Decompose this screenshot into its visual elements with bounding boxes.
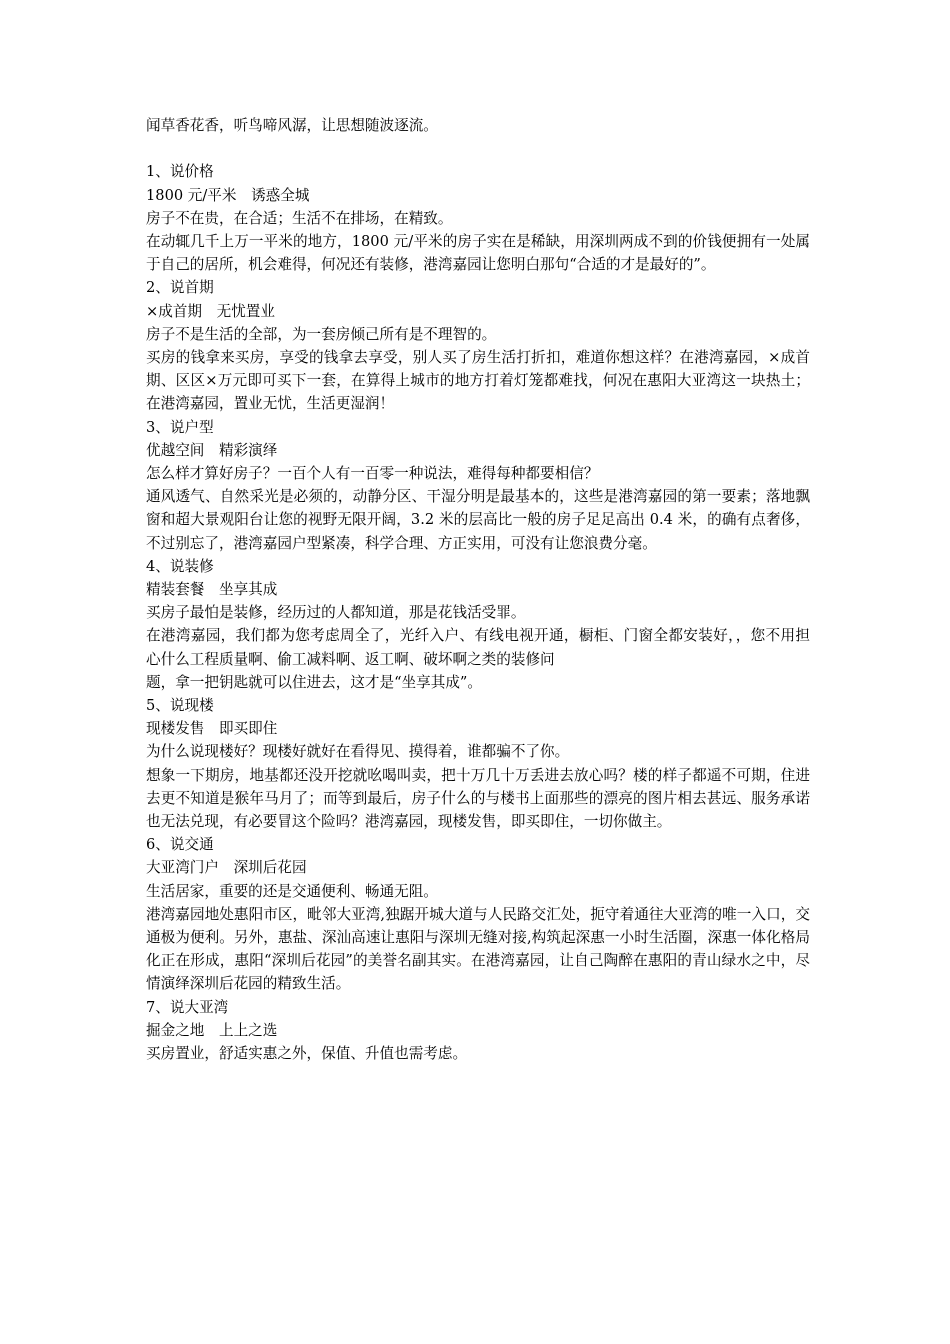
section-paragraph: 想象一下期房，地基都还没开挖就吆喝叫卖，把十万几十万丢进去放心吗？楼的样子都遥不可期，住进去更不知道是猴年马月了；而等到最后，房子什么的与楼书上面那些的漂亮的图片相去甚远、服务承诺也无法兑现，有必要冒这个险吗？港湾嘉园，现楼发售，即买即住，一切你做主。 — [146, 766, 810, 831]
section-heading: 4、说装修 — [146, 557, 214, 575]
section-heading: 7、说大亚湾 — [146, 998, 229, 1016]
section-floor-plan — [146, 416, 810, 555]
blank-line — [146, 137, 810, 160]
section-paragraph: 买房的钱拿来买房，享受的钱拿去享受，别人买了房生活打折扣，难道你想这样？在港湾嘉园，×成首期、区区×万元即可买下一套，在算得上城市的地方打着灯笼都难找，何况在惠阳大亚湾这一块热土；在港湾嘉园，置业无忧，生活更湿润！ — [146, 349, 810, 413]
section-paragraph: 买房子最怕是装修，经历过的人都知道，那是花钱活受罪。 — [146, 604, 526, 622]
section-subhead: 大亚湾门户 深圳后花园 — [146, 859, 307, 877]
section-subhead: 精装套餐 坐享其成 — [146, 581, 278, 599]
section-paragraph: 房子不在贵，在合适；生活不在排场，在精致。 — [146, 209, 453, 227]
section-transport — [146, 833, 810, 995]
document-page — [146, 114, 810, 1065]
section-paragraph: 为什么说现楼好？现楼好就好在看得见、摸得着，谁都骗不了你。 — [146, 743, 570, 761]
intro-text: 闻草香花香，听鸟啼风潺，让思想随波逐流。 — [146, 117, 438, 134]
section-heading: 5、说现楼 — [146, 697, 214, 715]
section-subhead: 掘金之地 上上之选 — [146, 1021, 278, 1039]
section-paragraph: 通风透气、自然采光是必须的，动静分区、干湿分明是最基本的，这些是港湾嘉园的第一要素；落地飘窗和超大景观阳台让您的视野无限开阔，3.2 米的层高比一般的房子足足高出 0.4 米，的确有点奢侈，不过别忘了，港湾嘉园户型紧凑，科学合理、方正实用，可没有让您浪费分毫。 — [146, 488, 810, 552]
section-daya-bay — [146, 996, 810, 1066]
section-ready-housing — [146, 694, 810, 833]
section-heading: 2、说首期 — [146, 279, 214, 297]
section-paragraph: 房子不是生活的全部，为一套房倾己所有是不理智的。 — [146, 325, 497, 343]
section-paragraph: 买房置业，舒适实惠之外，保值、升值也需考虑。 — [146, 1045, 468, 1063]
section-paragraph: 怎么样才算好房子？一百个人有一百零一种说法，难得每种都要相信？ — [146, 465, 599, 483]
section-paragraph: 题，拿一把钥匙就可以住进去，这才是“坐享其成”。 — [146, 673, 482, 691]
section-price — [146, 160, 810, 276]
section-subhead: ×成首期 无忧置业 — [146, 302, 275, 320]
section-down-payment — [146, 276, 810, 415]
section-decoration — [146, 555, 810, 694]
section-heading: 6、说交通 — [146, 836, 214, 854]
section-heading: 3、说户型 — [146, 418, 214, 436]
section-subhead: 1800 元/平米 诱惑全城 — [146, 186, 310, 204]
section-paragraph: 在港湾嘉园，我们都为您考虑周全了，光纤入户、有线电视开通，橱柜、门窗全都安装好，，您不用担心什么工程质量啊、偷工减料啊、返工啊、破坏啊之类的装修问 — [146, 627, 810, 668]
section-heading: 1、说价格 — [146, 163, 214, 181]
section-paragraph: 在动辄几千上万一平米的地方，1800 元/平米的房子实在是稀缺，用深圳两成不到的价钱便拥有一处属于自己的居所，机会难得，何况还有装修，港湾嘉园让您明白那句“合适的才是最好的”。 — [146, 232, 810, 274]
section-subhead: 现楼发售 即买即住 — [146, 720, 278, 738]
section-subhead: 优越空间 精彩演绎 — [146, 441, 278, 459]
section-paragraph: 生活居家，重要的还是交通便利、畅通无阻。 — [146, 882, 438, 900]
section-paragraph: 港湾嘉园地处惠阳市区，毗邻大亚湾,独踞开城大道与人民路交汇处，扼守着通往大亚湾的唯一入口，交通极为便利。另外，惠盐、深汕高速让惠阳与深圳无缝对接,构筑起深惠一小时生活圈，深惠一体化格局化正在形成，惠阳“深圳后花园”的美誉名副其实。在港湾嘉园，让自己陶醉在惠阳的青山绿水之中，尽情演绎深圳后花园的精致生活。 — [146, 905, 810, 993]
